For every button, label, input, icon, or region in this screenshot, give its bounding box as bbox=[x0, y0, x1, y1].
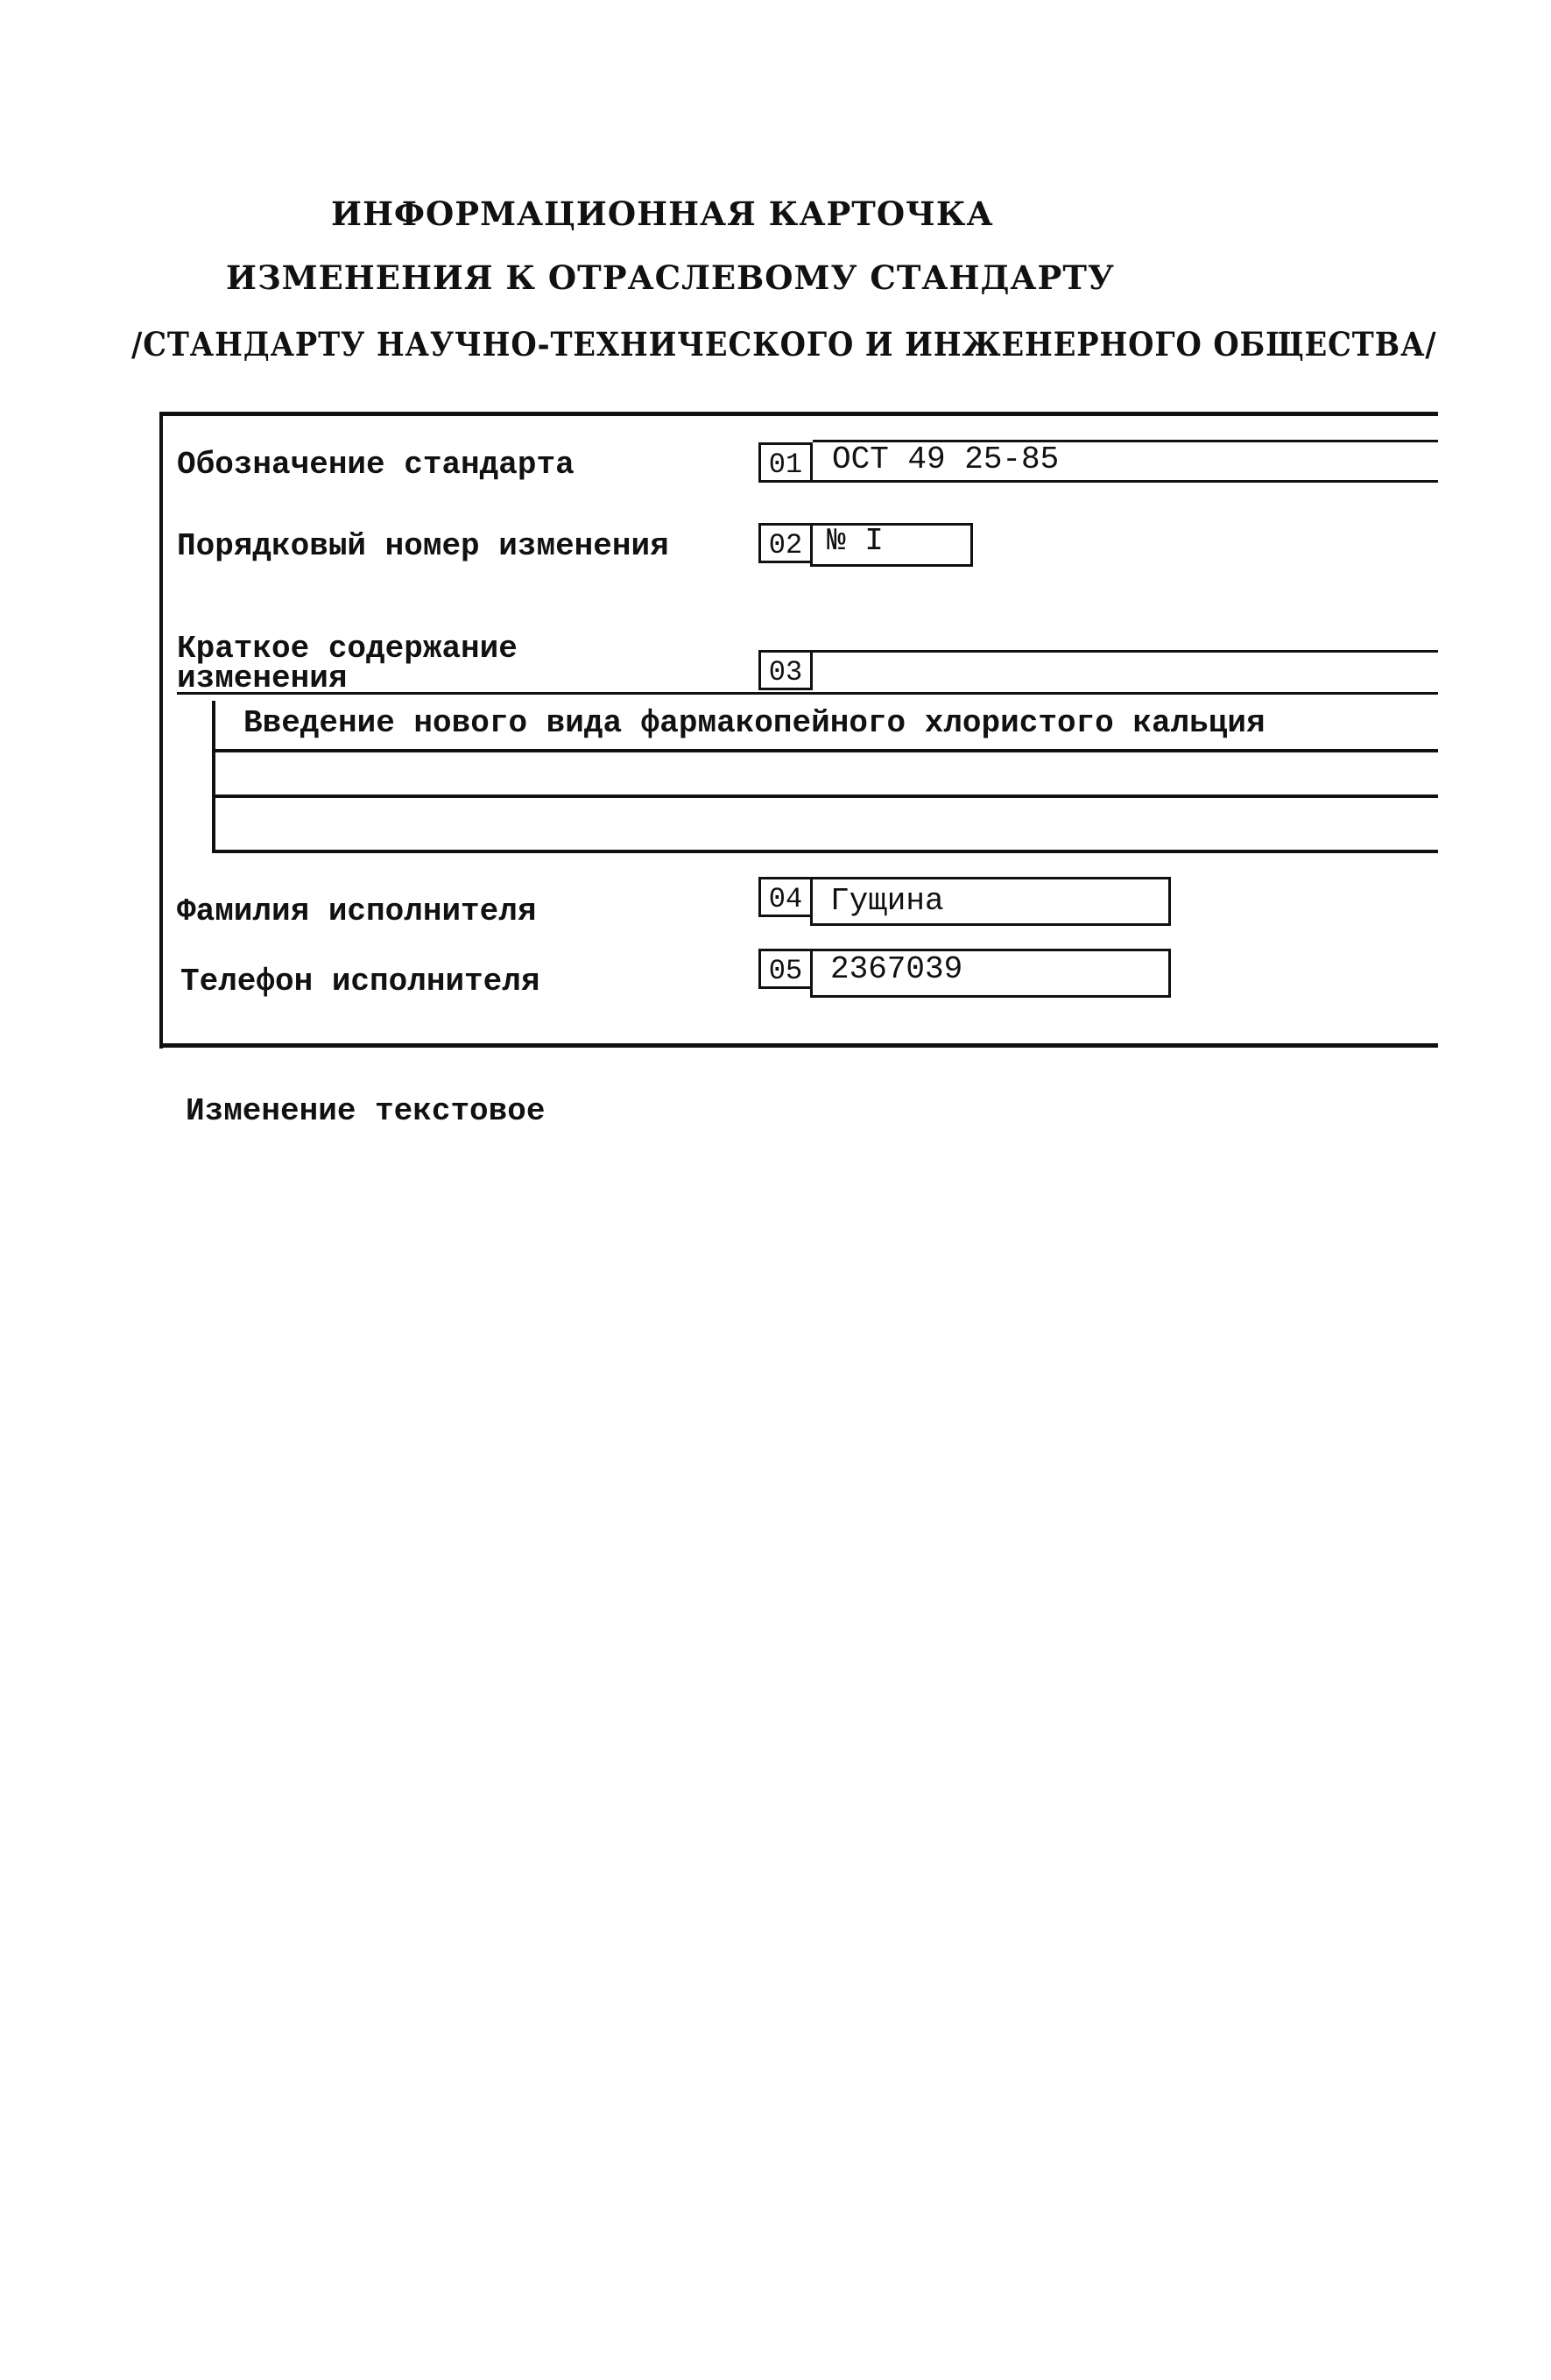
card-border-left bbox=[159, 412, 163, 1049]
summary-row-line-1 bbox=[212, 749, 1438, 752]
standard-designation-value: ОСТ 49 25-85 bbox=[832, 441, 1060, 477]
executor-phone-value: 2367039 bbox=[830, 951, 963, 987]
field-code-03: 03 bbox=[758, 650, 813, 690]
field-code-02: 02 bbox=[758, 523, 813, 563]
field-code-04: 04 bbox=[758, 877, 813, 917]
card-title-line-1: ИНФОРМАЦИОННАЯ КАРТОЧКА bbox=[331, 194, 994, 233]
card-title-line-2: ИЗМЕНЕНИЯ К ОТРАСЛЕВОМУ СТАНДАРТУ bbox=[226, 258, 1115, 297]
change-number-label: Порядковый номер изменения bbox=[177, 528, 669, 564]
change-type-note: Изменение текстовое bbox=[186, 1093, 546, 1129]
summary-row-line-2 bbox=[212, 795, 1438, 798]
field-03-underline bbox=[177, 692, 1438, 695]
executor-phone-label: Телефон исполнителя bbox=[180, 964, 540, 999]
change-number-value: № I bbox=[827, 523, 884, 559]
field-code-01: 01 bbox=[758, 442, 813, 483]
field-01-bottom-line bbox=[813, 480, 1438, 483]
summary-box-left bbox=[212, 701, 215, 853]
field-03-top-line bbox=[813, 650, 1438, 653]
summary-label-line-1: Краткое содержание bbox=[177, 631, 518, 667]
summary-row-line-3 bbox=[212, 850, 1438, 853]
card-title-line-3: /СТАНДАРТУ НАУЧНО-ТЕХНИЧЕСКОГО И ИНЖЕНЕРНОГО ОБЩЕСТВА/ bbox=[131, 325, 1437, 364]
executor-surname-value: Гущина bbox=[830, 883, 944, 919]
standard-designation-label: Обозначение стандарта bbox=[177, 447, 575, 483]
field-code-05: 05 bbox=[758, 949, 813, 989]
summary-label-line-2: изменения bbox=[177, 663, 348, 689]
executor-surname-label: Фамилия исполнителя bbox=[177, 893, 537, 929]
summary-text-line-1: Введение нового вида фармакопейного хлористого кальция bbox=[243, 705, 1265, 741]
card-border-top bbox=[159, 412, 1438, 416]
card-border-bottom bbox=[159, 1043, 1438, 1048]
